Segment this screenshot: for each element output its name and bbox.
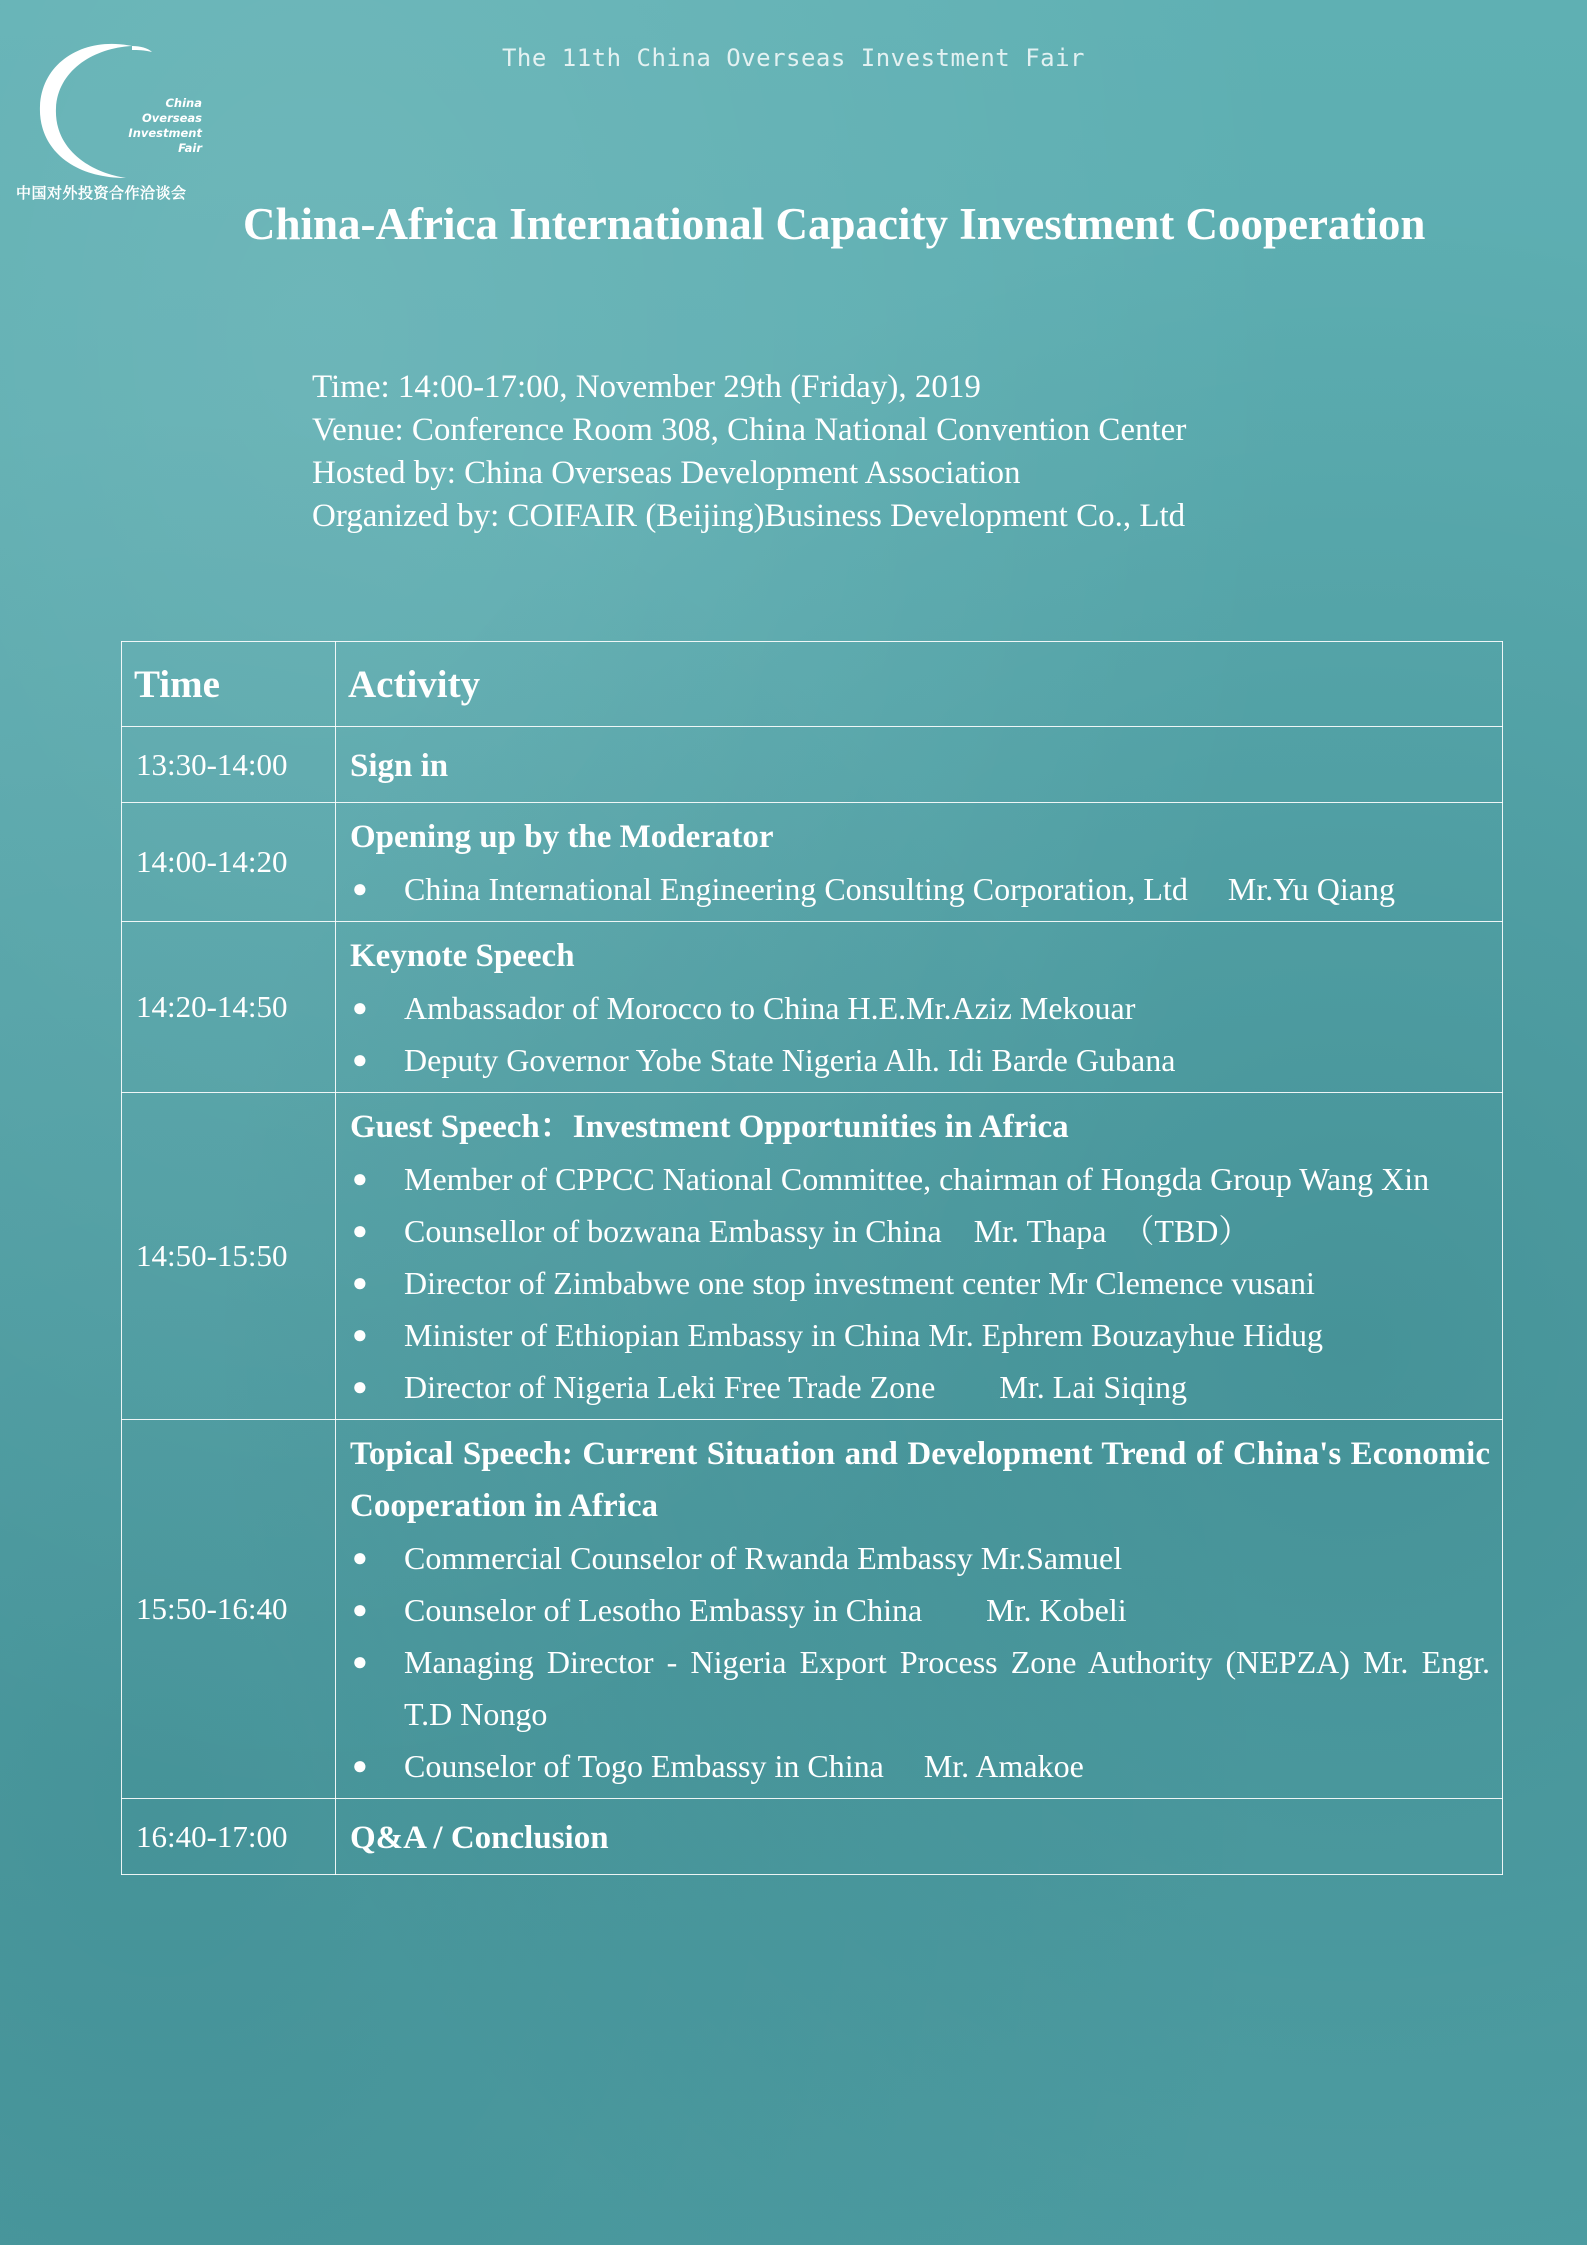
header-time: Time (122, 642, 336, 727)
list-item: ● Deputy Governor Yobe State Nigeria Alh. Idi Barde Gubana (350, 1034, 1490, 1086)
list-item: ● Counselor of Lesotho Embassy in China Mr. Kobeli (350, 1584, 1490, 1636)
event-info (312, 366, 1412, 538)
table-row (122, 727, 1503, 803)
row-time: 14:50-15:50 (122, 1093, 336, 1420)
bullet-dot-icon: ● (352, 1543, 368, 1572)
table-row (122, 1093, 1503, 1420)
bullet-dot-icon: ● (352, 1164, 368, 1193)
bullet-dot-icon: ● (352, 993, 368, 1022)
bullet-dot-icon: ● (352, 1045, 368, 1074)
list-item: ● Director of Nigeria Leki Free Trade Zone Mr. Lai Siqing (350, 1361, 1490, 1413)
list-item: ● Managing Director - Nigeria Export Process Zone Authority (NEPZA) Mr. Engr. T.D Nongo (350, 1636, 1490, 1740)
row-activity-title: Guest Speech：Investment Opportunities in Africa (350, 1109, 1069, 1145)
bullet-dot-icon: ● (352, 1268, 368, 1297)
header-activity: Activity (336, 642, 1503, 727)
event-venue: Venue: Conference Room 308, China National Convention Center (312, 412, 1187, 448)
bullet-dot-icon: ● (352, 1216, 368, 1245)
row-time: 14:20-14:50 (122, 922, 336, 1093)
bullet-dot-icon: ● (352, 1372, 368, 1401)
agenda-table (121, 641, 1503, 1875)
table-row (122, 1420, 1503, 1799)
row-time: 16:40-17:00 (122, 1799, 336, 1875)
list-item: ● Minister of Ethiopian Embassy in China Mr. Ephrem Bouzayhue Hidug (350, 1309, 1490, 1361)
table-header-row (122, 642, 1503, 727)
table-row (122, 1799, 1503, 1875)
table-row (122, 922, 1503, 1093)
row-activity-title: Keynote Speech (350, 938, 575, 974)
event-organizer: Organized by: COIFAIR (Beijing)Business Development Co., Ltd (312, 498, 1186, 534)
list-item: ● Counsellor of bozwana Embassy in China Mr. Thapa （TBD） (350, 1205, 1490, 1257)
list-item: ● Member of CPPCC National Committee, chairman of Hongda Group Wang Xin (350, 1153, 1490, 1205)
row-activity-title: Q&A / Conclusion (350, 1819, 609, 1856)
list-item: ● Counselor of Togo Embassy in China Mr. Amakoe (350, 1740, 1490, 1792)
logo-chinese-name: 中国对外投资合作洽谈会 (16, 184, 187, 202)
event-time: Time: 14:00-17:00, November 29th (Friday), 2019 (312, 369, 981, 405)
list-item: ● Commercial Counselor of Rwanda Embassy Mr.Samuel (350, 1532, 1490, 1584)
row-time: 13:30-14:00 (122, 727, 336, 803)
page-title: China-Africa International Capacity Investment Cooperation (243, 199, 1426, 249)
table-row (122, 803, 1503, 922)
list-item: ● China International Engineering Consulting Corporation, Ltd Mr.Yu Qiang (350, 863, 1490, 915)
bullet-dot-icon: ● (352, 1647, 368, 1676)
list-item: ● Director of Zimbabwe one stop investment center Mr Clemence vusani (350, 1257, 1490, 1309)
row-time: 14:00-14:20 (122, 803, 336, 922)
bullet-dot-icon: ● (352, 874, 368, 903)
row-activity-title: Opening up by the Moderator (350, 819, 774, 855)
fair-logo (14, 40, 204, 210)
bullet-dot-icon: ● (352, 1595, 368, 1624)
bullet-dot-icon: ● (352, 1751, 368, 1780)
row-activity-title: Sign in (350, 747, 449, 784)
row-time: 15:50-16:40 (122, 1420, 336, 1799)
row-activity-title: Topical Speech: Current Situation and Development Trend of China's Economic Cooperation in Africa (350, 1436, 1490, 1524)
logo-text: China Overseas Investment Fair (128, 96, 202, 155)
event-host: Hosted by: China Overseas Development Association (312, 455, 1021, 491)
bullet-dot-icon: ● (352, 1320, 368, 1349)
fair-name-header: The 11th China Overseas Investment Fair (501, 44, 1086, 72)
list-item: ● Ambassador of Morocco to China H.E.Mr.Aziz Mekouar (350, 982, 1490, 1034)
